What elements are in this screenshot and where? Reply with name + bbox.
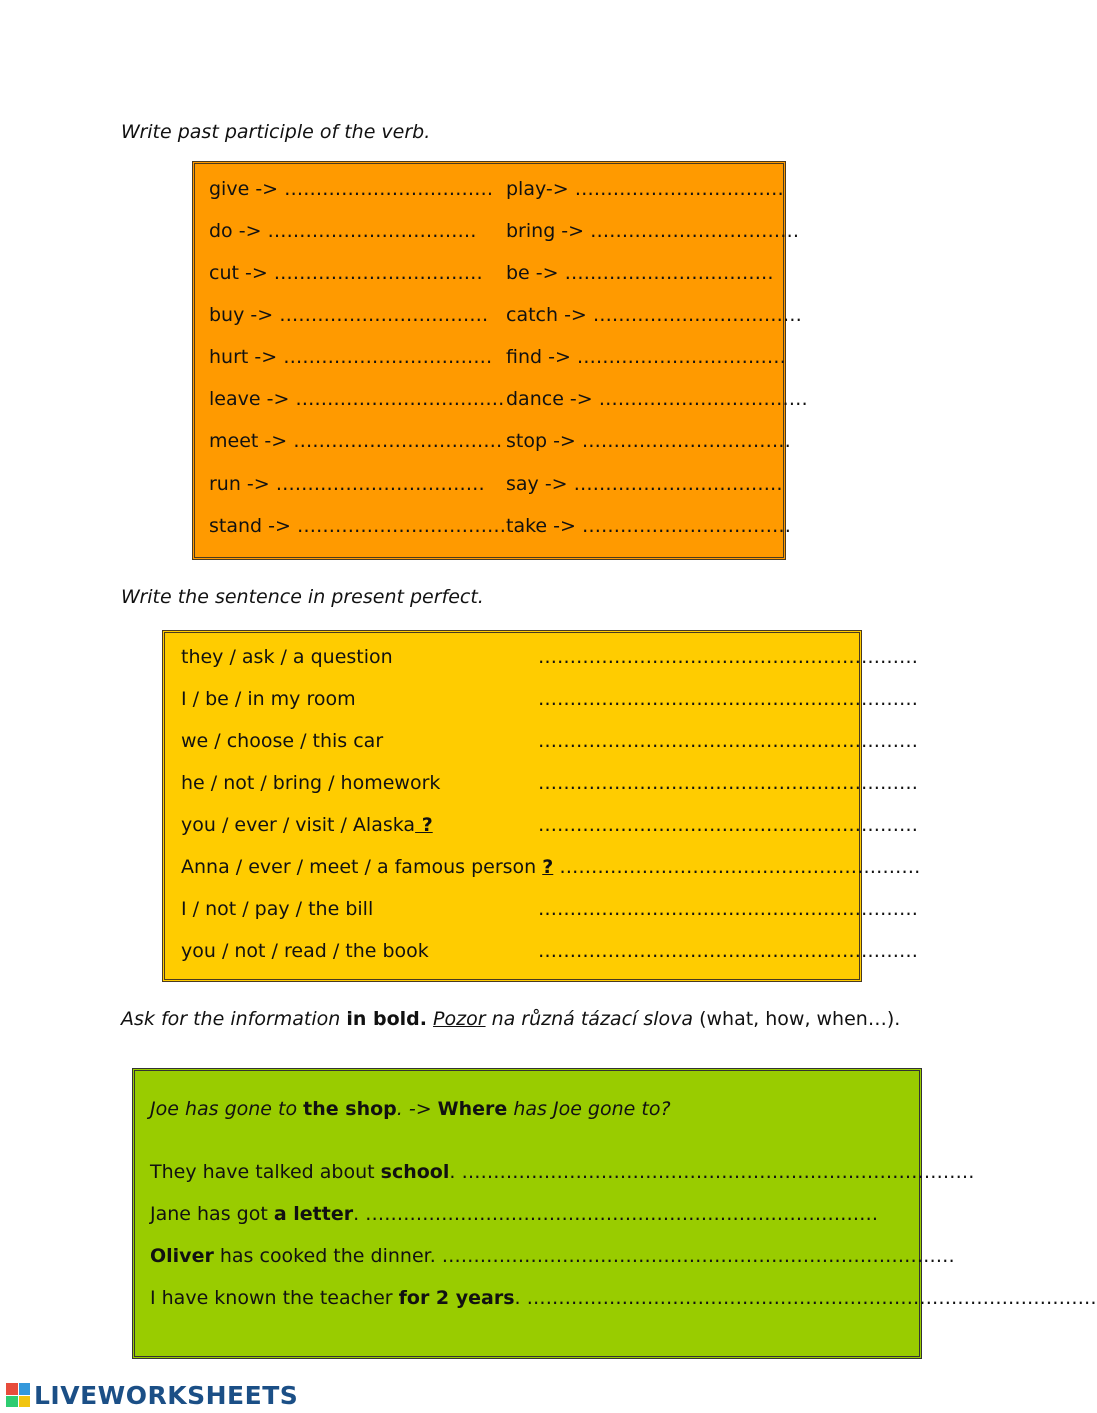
verb-item[interactable]: give -> …………………………… <box>209 178 494 200</box>
question-line[interactable]: I have known the teacher for 2 years. ……………………………………………………………………………… <box>150 1287 1097 1309</box>
answer-blank[interactable]: …………………………………………………… <box>538 940 918 962</box>
instruction-present-perfect: Write the sentence in present perfect. <box>121 586 484 608</box>
answer-blank[interactable]: …………………………………………………… <box>538 646 918 668</box>
question-line[interactable]: Jane has got a letter. ……………………………………………………………………… <box>150 1203 879 1225</box>
sentence-prompt: he / not / bring / homework <box>181 772 441 794</box>
answer-blank[interactable]: ………………………………………………… <box>559 856 921 878</box>
verb-item[interactable]: meet -> …………………………… <box>209 430 503 452</box>
verb-item[interactable]: hurt -> …………………………… <box>209 346 493 368</box>
sentence-prompt: I / be / in my room <box>181 688 356 710</box>
sentence-prompt: I / not / pay / the bill <box>181 898 374 920</box>
sentence-prompt: you / ever / visit / Alaska ? <box>181 814 433 836</box>
verb-item[interactable]: do -> …………………………… <box>209 220 477 242</box>
sentence-prompt: you / not / read / the book <box>181 940 429 962</box>
instruction-past-participle: Write past participle of the verb. <box>121 121 431 143</box>
logo-mark-icon <box>6 1383 30 1407</box>
logo-text: LIVEWORKSHEETS <box>34 1380 299 1410</box>
answer-blank[interactable]: …………………………………………………… <box>538 730 918 752</box>
answer-blank[interactable]: …………………………………………………… <box>538 814 918 836</box>
questions-box <box>132 1068 1097 1359</box>
sentence-prompt: they / ask / a question <box>181 646 393 668</box>
verb-item[interactable]: catch -> …………………………… <box>506 304 802 326</box>
answer-blank[interactable]: …………………………………………………… <box>538 688 918 710</box>
example-sentence: Joe has gone to the shop. -> Where has Joe gone to? <box>150 1098 671 1120</box>
liveworksheets-logo <box>6 1380 298 1410</box>
verb-item[interactable]: cut -> …………………………… <box>209 262 483 284</box>
past-participle-box <box>192 161 808 560</box>
verb-item[interactable]: buy -> …………………………… <box>209 304 489 326</box>
verb-item[interactable]: stop -> …………………………… <box>506 430 791 452</box>
verb-item[interactable]: be -> …………………………… <box>506 262 774 284</box>
verb-item[interactable]: leave -> …………………………… <box>209 388 505 410</box>
verb-item[interactable]: run -> …………………………… <box>209 473 485 495</box>
present-perfect-box <box>162 630 921 982</box>
verb-item[interactable]: take -> …………………………… <box>506 515 791 537</box>
verb-item[interactable]: find -> …………………………… <box>506 346 786 368</box>
instruction-ask-questions: Ask for the information in bold. Pozor na různá tázací slova (what, how, when…). <box>121 1008 901 1030</box>
verb-item[interactable]: say -> …………………………… <box>506 473 783 495</box>
verb-item[interactable]: dance -> …………………………… <box>506 388 808 410</box>
sentence-prompt: Anna / ever / meet / a famous person ? ………………………………………………… <box>181 856 921 878</box>
verb-item[interactable]: stand -> …………………………… <box>209 515 506 537</box>
verb-item[interactable]: play-> …………………………… <box>506 178 784 200</box>
verb-item[interactable]: bring -> …………………………… <box>506 220 800 242</box>
answer-blank[interactable]: …………………………………………………… <box>538 898 918 920</box>
sentence-prompt: we / choose / this car <box>181 730 384 752</box>
question-line[interactable]: Oliver has cooked the dinner. ……………………………………………………………………… <box>150 1245 955 1267</box>
question-line[interactable]: They have talked about school. ……………………………………………………………………… <box>150 1161 975 1183</box>
answer-blank[interactable]: …………………………………………………… <box>538 772 918 794</box>
